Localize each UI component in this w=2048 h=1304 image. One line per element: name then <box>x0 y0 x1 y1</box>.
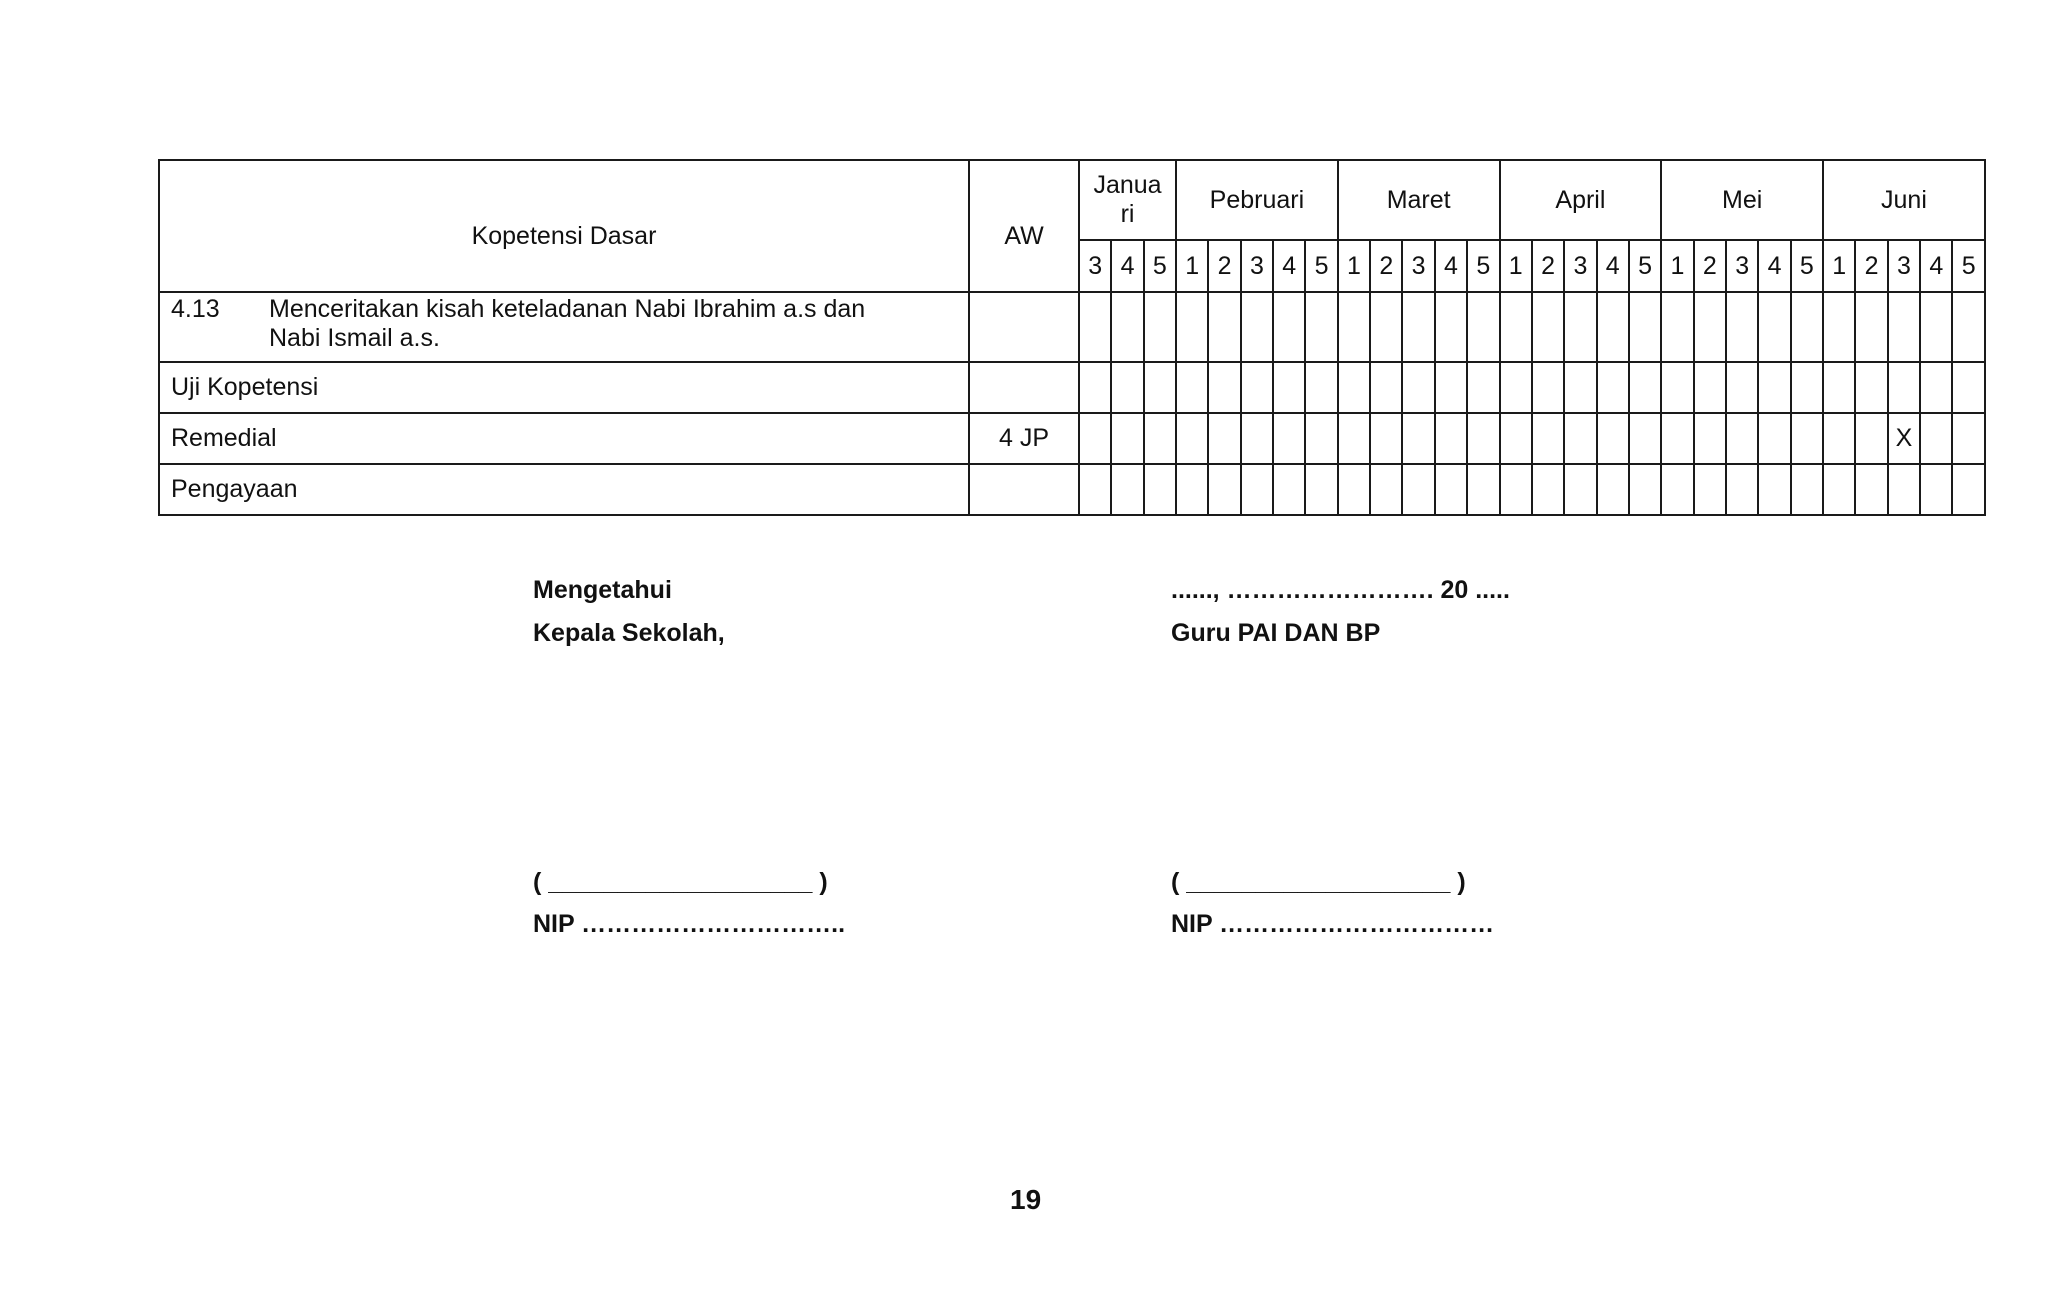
week-cell <box>1208 464 1240 515</box>
week-cell <box>1176 413 1208 464</box>
headmaster-label: Kepala Sekolah, <box>533 619 725 647</box>
week-cell <box>1467 362 1499 413</box>
week-number: 4 <box>1920 240 1952 292</box>
week-cell <box>1661 362 1693 413</box>
week-cell <box>1791 413 1823 464</box>
week-cell <box>1111 413 1143 464</box>
week-number: 5 <box>1952 240 1984 292</box>
week-cell <box>1144 464 1176 515</box>
week-number: 3 <box>1079 240 1111 292</box>
week-cell <box>1176 292 1208 362</box>
aw-cell <box>969 362 1079 413</box>
kd-cell: Remedial <box>159 413 969 464</box>
week-number: 2 <box>1370 240 1402 292</box>
week-number: 5 <box>1467 240 1499 292</box>
week-cell <box>1370 464 1402 515</box>
week-cell <box>1823 292 1855 362</box>
week-cell <box>1661 292 1693 362</box>
teacher-name-blank: ( ___________________ ) <box>1171 868 1466 896</box>
header-aw: AW <box>969 160 1079 292</box>
month-header: Pebruari <box>1176 160 1338 240</box>
week-cell <box>1532 464 1564 515</box>
week-number: 3 <box>1888 240 1920 292</box>
week-cell <box>1467 292 1499 362</box>
week-number: 2 <box>1694 240 1726 292</box>
week-cell <box>1694 413 1726 464</box>
month-header-row <box>159 160 1985 240</box>
week-cell <box>1467 464 1499 515</box>
headmaster-name-blank: ( ___________________ ) <box>533 868 828 896</box>
week-cell <box>1338 413 1370 464</box>
teacher-nip: NIP …………………………… <box>1171 910 1495 938</box>
week-cell <box>1629 292 1661 362</box>
week-cell <box>1435 292 1467 362</box>
week-cell <box>1952 413 1984 464</box>
week-cell <box>1079 362 1111 413</box>
week-cell <box>1629 362 1661 413</box>
week-cell <box>1338 464 1370 515</box>
week-cell <box>1629 464 1661 515</box>
week-cell <box>1726 292 1758 362</box>
week-cell <box>1564 464 1596 515</box>
week-number: 5 <box>1629 240 1661 292</box>
week-cell <box>1758 413 1790 464</box>
week-number: 3 <box>1241 240 1273 292</box>
week-number: 4 <box>1273 240 1305 292</box>
week-cell <box>1273 413 1305 464</box>
week-cell <box>1305 362 1337 413</box>
week-cell <box>1564 362 1596 413</box>
week-cell <box>1111 362 1143 413</box>
week-number: 1 <box>1500 240 1532 292</box>
aw-cell <box>969 292 1079 362</box>
week-cell <box>1402 413 1434 464</box>
week-cell <box>1435 362 1467 413</box>
week-number: 2 <box>1208 240 1240 292</box>
week-cell <box>1305 464 1337 515</box>
week-cell <box>1920 362 1952 413</box>
week-cell <box>1597 464 1629 515</box>
kd-cell: Uji Kopetensi <box>159 362 969 413</box>
week-cell <box>1273 292 1305 362</box>
week-cell <box>1305 292 1337 362</box>
week-cell <box>1532 292 1564 362</box>
month-header: April <box>1500 160 1662 240</box>
teacher-label: Guru PAI DAN BP <box>1171 619 1381 647</box>
table-row <box>159 413 1985 464</box>
week-cell <box>1435 413 1467 464</box>
week-cell <box>1888 362 1920 413</box>
week-cell <box>1791 292 1823 362</box>
week-cell <box>1791 464 1823 515</box>
week-cell <box>1176 464 1208 515</box>
week-cell <box>1629 413 1661 464</box>
week-cell <box>1435 464 1467 515</box>
week-cell <box>1888 464 1920 515</box>
week-number: 3 <box>1402 240 1434 292</box>
week-cell <box>1241 292 1273 362</box>
week-number: 2 <box>1532 240 1564 292</box>
week-cell <box>1758 362 1790 413</box>
week-number: 5 <box>1144 240 1176 292</box>
week-cell <box>1855 292 1887 362</box>
month-header: Janua ri <box>1079 160 1176 240</box>
week-number: 4 <box>1435 240 1467 292</box>
week-cell <box>1920 464 1952 515</box>
week-cell <box>1952 292 1984 362</box>
week-cell <box>1273 362 1305 413</box>
week-cell <box>1111 464 1143 515</box>
week-cell <box>1694 292 1726 362</box>
week-cell <box>1855 362 1887 413</box>
week-cell <box>1758 464 1790 515</box>
week-number: 3 <box>1726 240 1758 292</box>
week-number: 5 <box>1305 240 1337 292</box>
week-cell <box>1176 362 1208 413</box>
week-cell <box>1241 464 1273 515</box>
place-date-line: ......, ……………………. 20 ..... <box>1171 576 1510 604</box>
kd-number: 4.13 <box>171 295 220 323</box>
week-cell <box>1208 362 1240 413</box>
week-cell <box>1952 464 1984 515</box>
week-cell <box>1920 413 1952 464</box>
week-cell <box>1726 362 1758 413</box>
week-cell <box>1144 413 1176 464</box>
week-cell <box>1597 413 1629 464</box>
week-cell <box>1500 464 1532 515</box>
header-kompetensi-dasar: Kopetensi Dasar <box>159 160 969 292</box>
week-cell <box>1726 413 1758 464</box>
month-header: Mei <box>1661 160 1823 240</box>
week-cell: X <box>1888 413 1920 464</box>
week-cell <box>1758 292 1790 362</box>
week-cell <box>1500 362 1532 413</box>
week-cell <box>1532 362 1564 413</box>
week-cell <box>1855 464 1887 515</box>
week-cell <box>1370 362 1402 413</box>
week-number: 5 <box>1791 240 1823 292</box>
week-cell <box>1661 464 1693 515</box>
week-cell <box>1855 413 1887 464</box>
week-cell <box>1952 362 1984 413</box>
week-cell <box>1597 292 1629 362</box>
week-cell <box>1888 292 1920 362</box>
page-number: 19 <box>1010 1184 1042 1215</box>
month-header: Maret <box>1338 160 1500 240</box>
week-cell <box>1564 292 1596 362</box>
table-row <box>159 464 1985 515</box>
week-cell <box>1144 362 1176 413</box>
week-cell <box>1564 413 1596 464</box>
week-cell <box>1500 292 1532 362</box>
week-cell <box>1241 413 1273 464</box>
week-cell <box>1208 413 1240 464</box>
kd-cell <box>159 292 969 362</box>
week-cell <box>1402 292 1434 362</box>
week-cell <box>1823 413 1855 464</box>
week-number: 2 <box>1855 240 1887 292</box>
week-cell <box>1241 362 1273 413</box>
week-number: 4 <box>1111 240 1143 292</box>
week-cell <box>1079 464 1111 515</box>
week-cell <box>1532 413 1564 464</box>
week-cell <box>1694 362 1726 413</box>
week-cell <box>1338 292 1370 362</box>
week-number: 4 <box>1597 240 1629 292</box>
week-cell <box>1144 292 1176 362</box>
week-cell <box>1823 464 1855 515</box>
week-cell <box>1791 362 1823 413</box>
kd-cell: Pengayaan <box>159 464 969 515</box>
week-cell <box>1402 464 1434 515</box>
week-number: 4 <box>1758 240 1790 292</box>
week-cell <box>1467 413 1499 464</box>
week-cell <box>1661 413 1693 464</box>
week-cell <box>1338 362 1370 413</box>
week-number: 3 <box>1564 240 1596 292</box>
week-cell <box>1597 362 1629 413</box>
week-cell <box>1402 362 1434 413</box>
table-row <box>159 292 1985 362</box>
month-header: Juni <box>1823 160 1985 240</box>
week-cell <box>1726 464 1758 515</box>
week-cell <box>1823 362 1855 413</box>
week-number: 1 <box>1661 240 1693 292</box>
aw-cell: 4 JP <box>969 413 1079 464</box>
kd-description: Menceritakan kisah keteladanan Nabi Ibrahim a.s dan Nabi Ismail a.s. <box>269 295 866 352</box>
week-cell <box>1079 413 1111 464</box>
headmaster-nip: NIP ………………………….. <box>533 910 846 938</box>
week-number: 1 <box>1338 240 1370 292</box>
week-cell <box>1694 464 1726 515</box>
program-semester-table <box>158 159 1986 516</box>
week-cell <box>1273 464 1305 515</box>
week-cell <box>1500 413 1532 464</box>
week-cell <box>1111 292 1143 362</box>
week-cell <box>1079 292 1111 362</box>
aw-cell <box>969 464 1079 515</box>
week-cell <box>1920 292 1952 362</box>
week-number: 1 <box>1823 240 1855 292</box>
week-cell <box>1370 292 1402 362</box>
week-cell <box>1208 292 1240 362</box>
week-number: 1 <box>1176 240 1208 292</box>
known-by-label: Mengetahui <box>533 576 672 604</box>
week-cell <box>1370 413 1402 464</box>
week-cell <box>1305 413 1337 464</box>
table-row <box>159 362 1985 413</box>
